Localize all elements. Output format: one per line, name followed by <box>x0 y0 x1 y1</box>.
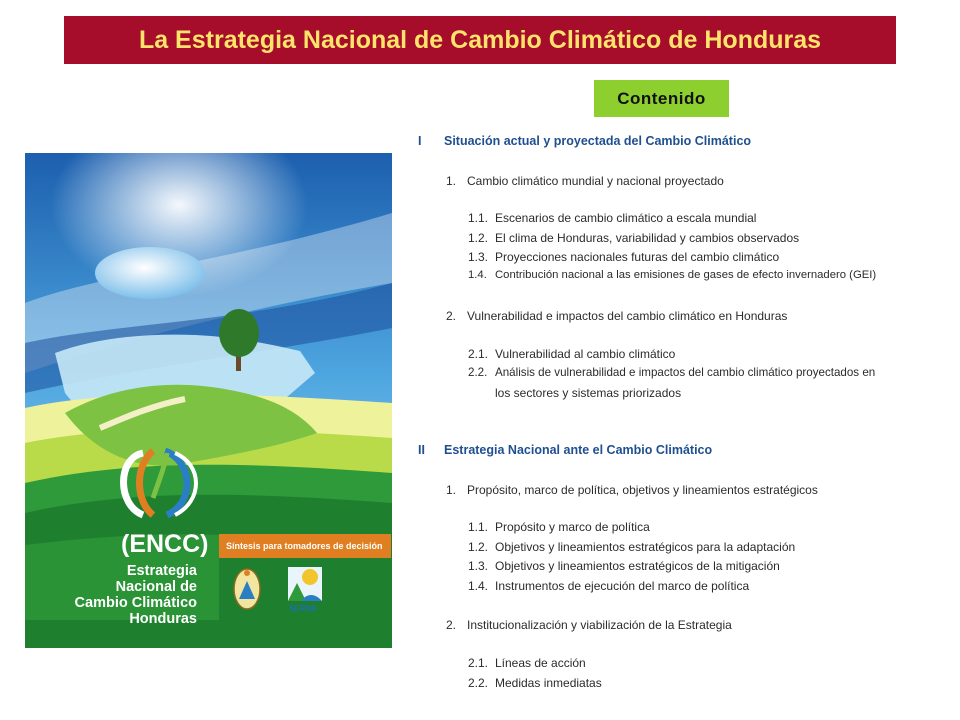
slide-title: La Estrategia Nacional de Cambio Climático de Honduras <box>138 25 822 54</box>
contents-badge <box>594 80 729 117</box>
cover-title-line: Nacional de <box>115 579 197 595</box>
toc-item: 1.4. Contribución nacional a las emisiones de gases de efecto invernadero (GEI) <box>468 269 877 281</box>
toc-chapter: 2. Institucionalización y viabilización de la Estrategia <box>446 618 732 632</box>
serna-label: SERNA <box>289 604 318 613</box>
cover-title-line: Estrategia <box>126 563 197 579</box>
toc-item: 1.4. Instrumentos de ejecución del marco de política <box>468 579 750 593</box>
toc-item: 2.1. Vulnerabilidad al cambio climático <box>468 347 676 361</box>
toc-chapter: 2. Vulnerabilidad e impactos del cambio climático en Honduras <box>446 309 788 323</box>
toc-chapter: 1. Propósito, marco de política, objetivos y lineamientos estratégicos <box>446 483 818 497</box>
cover-acronym: (ENCC) <box>121 530 209 558</box>
serna-logo-icon <box>288 567 322 601</box>
report-cover-image <box>25 153 392 648</box>
cover-synthesis-banner: Síntesis para tomadores de decisión <box>219 534 391 558</box>
contents-badge-label: Contenido <box>617 88 706 108</box>
toc-item: 2.2. Análisis de vulnerabilidad e impactos del cambio climático proyectados en <box>468 366 876 379</box>
toc-item: 1.3. Proyecciones nacionales futuras del cambio climático <box>468 250 780 264</box>
toc-item: 2.2. Medidas inmediatas <box>468 676 602 690</box>
toc-item: 2.1. Líneas de acción <box>468 656 586 670</box>
cover-title-line: Cambio Climático <box>74 595 197 611</box>
toc-item: 1.2. Objetivos y lineamientos estratégicos para la adaptación <box>468 540 796 554</box>
cover-title-line: Honduras <box>129 611 197 627</box>
tree-crown <box>219 309 259 357</box>
toc-item: 1.1. Propósito y marco de política <box>468 520 650 534</box>
toc-section-heading: II Estrategia Nacional ante el Cambio Climático <box>418 443 713 457</box>
toc-item-continuation: los sectores y sistemas priorizados <box>495 386 682 400</box>
toc-item: 1.1. Escenarios de cambio climático a escala mundial <box>468 211 757 225</box>
toc-section-heading: I Situación actual y proyectada del Cambio Climático <box>418 134 752 148</box>
toc-chapter: 1. Cambio climático mundial y nacional proyectado <box>446 174 724 188</box>
honduras-coat-of-arms-icon <box>234 569 260 609</box>
slide-title-bar <box>64 16 896 64</box>
table-of-contents <box>418 130 950 700</box>
cover-title-block <box>67 563 197 627</box>
toc-item: 1.2. El clima de Honduras, variabilidad y cambios observados <box>468 231 800 245</box>
globe-shape <box>95 247 205 299</box>
toc-item: 1.3. Objetivos y lineamientos estratégicos de la mitigación <box>468 559 780 573</box>
